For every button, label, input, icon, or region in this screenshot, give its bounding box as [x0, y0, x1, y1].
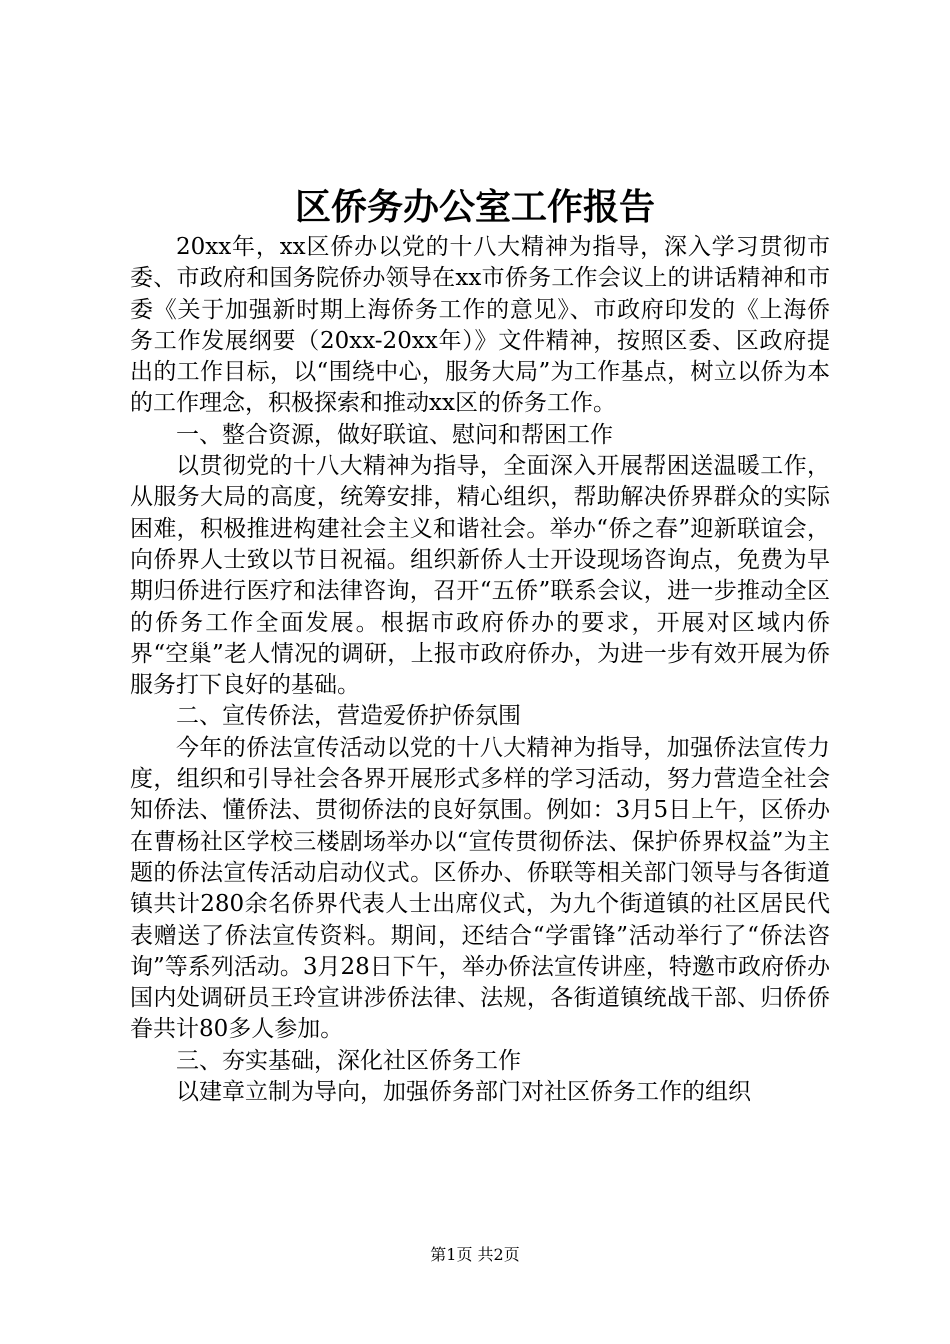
intro-paragraph: 20xx年，xx区侨办以党的十八大精神为指导，深入学习贯彻市委、市政府和国务院侨办领导在xx市侨务工作会议上的讲话精神和市委《关于加强新时期上海侨务工作的意见》、市政府印发的《上海侨务工作发展纲要（20xx-20xx年）》文件精神，按照区委、区政府提出的工作目标，以“围绕中心，服务大局”为工作基点，树立以侨为本的工作理念，积极探索和推动xx区的侨务工作。 — [130, 234, 830, 417]
section-1-paragraph: 以贯彻党的十八大精神为指导，全面深入开展帮困送温暖工作，从服务大局的高度，统筹安排，精心组织，帮助解决侨界群众的实际困难，积极推进构建社会主义和谐社会。举办“侨之春”迎新联谊会，向侨界人士致以节日祝福。组织新侨人士开设现场咨询点，免费为早期归侨进行医疗和法律咨询，召开“五侨”联系会议，进一步推动全区的侨务工作全面发展。根据市政府侨办的要求，开展对区域内侨界“空巢”老人情况的调研，上报市政府侨办，为进一步有效开展为侨服务打下良好的基础。 — [130, 453, 830, 699]
document-title: 区侨务办公室工作报告 — [294, 186, 655, 228]
page-footer: 第1页 共2页 — [430, 1245, 520, 1264]
section-heading-3: 三、夯实基础，深化社区侨务工作 — [176, 1047, 521, 1074]
section-3-paragraph: 以建章立制为导向，加强侨务部门对社区侨务工作的组织 — [176, 1079, 751, 1106]
section-2-paragraph: 今年的侨法宣传活动以党的十八大精神为指导，加强侨法宣传力度，组织和引导社会各界开展形式多样的学习活动，努力营造全社会知侨法、懂侨法、贯彻侨法的良好氛围。例如：3月5日上午，区侨办在曹杨社区学校三楼剧场举办以“宣传贯彻侨法、保护侨界权益”为主题的侨法宣传活动启动仪式。区侨办、侨联等相关部门领导与各街道镇共计280余名侨界代表人士出席仪式，为九个街道镇的社区居民代表赠送了侨法宣传资料。期间，还结合“学雷锋”活动举行了“侨法咨询”等系列活动。3月28日下午，举办侨法宣传讲座，特邀市政府侨办国内处调研员王玲宣讲涉侨法律、法规，各街道镇统战干部、归侨侨眷共计80多人参加。 — [130, 734, 830, 1043]
document-body — [130, 232, 830, 1108]
section-heading-2: 二、宣传侨法，营造爱侨护侨氛围 — [176, 703, 521, 730]
section-heading-1: 一、整合资源，做好联谊、慰问和帮困工作 — [176, 421, 613, 448]
